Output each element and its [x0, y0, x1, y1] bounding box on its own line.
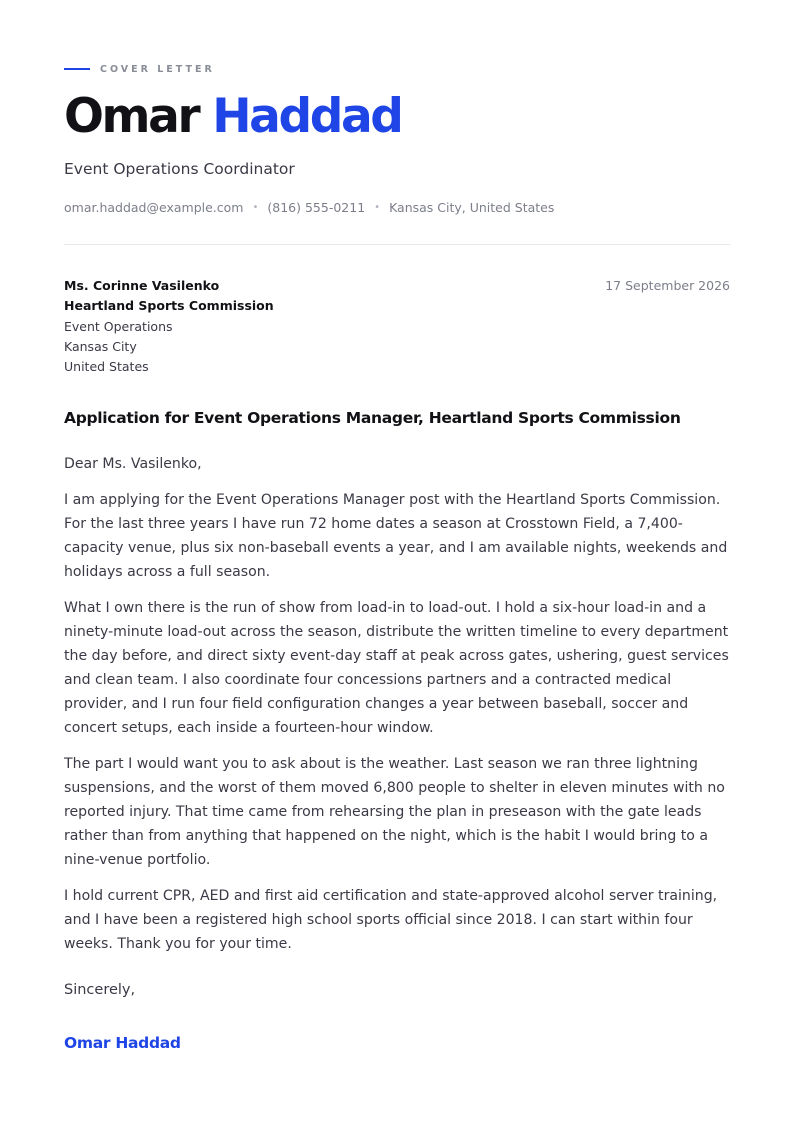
contact-location: Kansas City, United States [389, 200, 555, 215]
contact-email[interactable]: omar.haddad@example.com [64, 200, 244, 215]
contact-phone[interactable]: (816) 555-0211 [267, 200, 366, 215]
closing: Sincerely, [64, 982, 136, 998]
eyebrow [64, 62, 215, 76]
signature: Omar Haddad [64, 1034, 181, 1052]
body-paragraph: I am applying for the Event Operations Manager post with the Heartland Sports Commission. For the last three years I have run 72 home dates a season at Crosstown Field, a 7,400-capacity venue, plus six non-baseball events a year, and I am available nights, weekends and holidays across a full season. [64, 492, 728, 580]
recipient-name: Ms. Corinne Vasilenko [64, 278, 220, 293]
recipient-city: Kansas City [64, 338, 137, 354]
recipient-organization: Heartland Sports Commission [64, 298, 274, 314]
eyebrow-label: COVER LETTER [100, 63, 215, 75]
recipient-country: United States [64, 359, 149, 375]
letter-date: 17 September 2026 [605, 278, 730, 293]
applicant-role: Event Operations Coordinator [64, 160, 295, 178]
header-divider [64, 244, 730, 245]
recipient-department: Event Operations [64, 318, 173, 334]
separator-dot: • [374, 202, 381, 213]
recipient-block [64, 276, 274, 377]
salutation: Dear Ms. Vasilenko, [64, 456, 202, 472]
accent-rule [64, 68, 90, 70]
separator-dot: • [252, 202, 259, 213]
body-paragraph: The part I would want you to ask about is the weather. Last season we ran three lightning suspensions, and the worst of them moved 6,800 people to shelter in eleven minutes with no reported injury. That time came from rehearsing the plan in preseason with the gate leads rather than from anything that happened on the night, which is the habit I would bring to a nine-venue portfolio. [64, 756, 725, 868]
contact-line [64, 200, 554, 215]
body-paragraph: I hold current CPR, AED and first aid certification and state-approved alcohol server training, and I have been a registered high school sports official since 2018. I can start within four weeks. Thank you for your time. [64, 888, 718, 952]
letter-body [64, 452, 734, 968]
applicant-name [64, 84, 402, 150]
last-name: Haddad [212, 89, 402, 144]
body-paragraph: What I own there is the run of show from load-in to load-out. I hold a six-hour load-in and a ninety-minute load-out across the season, distribute the written timeline to every department the day before, and direct sixty event-day staff at peak across gates, ushering, guest services and clean team. I also coordinate four concessions partners and a contracted medical provider, and I run four field configuration changes a year between baseball, soccer and concert setups, each inside a fourteen-hour window. [64, 600, 729, 736]
first-name: Omar [64, 89, 199, 144]
letter-subject: Application for Event Operations Manager, Heartland Sports Commission [64, 409, 681, 427]
